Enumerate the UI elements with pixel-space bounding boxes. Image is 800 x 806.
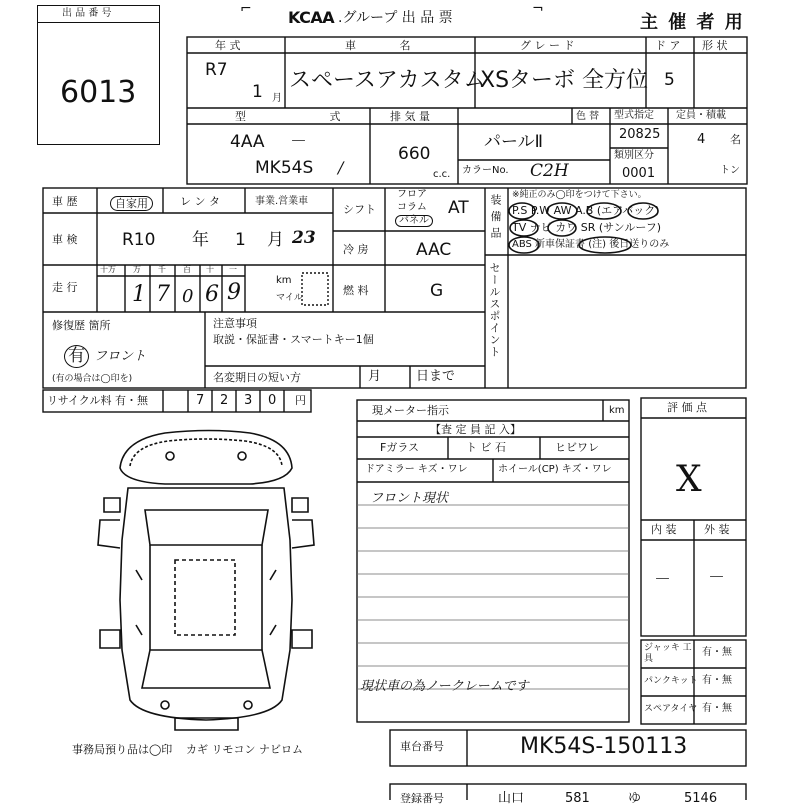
form-title: .グループ 出 品 票: [338, 10, 453, 26]
year-number: 1: [252, 82, 263, 102]
registration-label: 登録番号: [400, 792, 444, 805]
shift-panel: パネル: [395, 215, 433, 227]
puncture-kit-label: パンクキット: [644, 676, 698, 686]
notes-content: 取説・保証書・スマートキー1個: [213, 333, 374, 346]
mileage-digit-label-4: 十: [206, 265, 214, 274]
repair-note: (有の場合は◯印を): [52, 374, 133, 384]
history-label: 車 歴: [52, 195, 78, 208]
repair-location: フロント: [94, 349, 147, 364]
registration-number: 5146: [684, 791, 718, 806]
interior-value: －: [654, 570, 671, 590]
mileage-digit-label-0: 十万: [100, 265, 116, 274]
fuel-value: G: [430, 281, 444, 301]
history-business: 事業.営業車: [255, 196, 309, 207]
shape-label: 形 状: [702, 39, 728, 52]
doors-label: ド ア: [655, 39, 681, 52]
name-change-day: 日まで: [416, 369, 456, 384]
handwritten-note-1: フロント現状: [370, 491, 449, 506]
lot-number-value: 6013: [60, 75, 137, 110]
mileage-digit-2: 7: [156, 282, 170, 307]
handwritten-note-2: 現状車の為ノークレームです: [360, 679, 529, 694]
interior-label: 内 装: [651, 523, 677, 536]
class-label: 類別区分: [614, 150, 654, 161]
mileage-digit-label-1: 万: [133, 265, 141, 274]
mileage-label: 走 行: [52, 281, 78, 294]
crack-label: ヒビワレ: [555, 441, 599, 454]
equipment-line-1: P.S P.W AW A.B (エアバック): [512, 204, 660, 217]
notes-label: 注意事項: [213, 317, 257, 330]
sales-point-label: セールスポイント: [488, 262, 501, 358]
year-label: 年 式: [215, 39, 241, 52]
color-no-label: カラーNo.: [462, 165, 509, 176]
type-designation-label: 型式指定: [614, 110, 654, 121]
spare-tire-value: 有・無: [702, 703, 732, 714]
inspection-month-unit: 月: [267, 230, 284, 250]
exterior-label: 外 装: [704, 523, 730, 536]
cc-unit: c.c.: [433, 169, 451, 180]
corner-mark-right: ¬: [532, 1, 544, 17]
mileage-digit-label-5: 一: [229, 265, 237, 274]
mileage-digit-label-2: 千: [158, 265, 166, 274]
car-name-label: 車 名: [345, 39, 431, 52]
color-no-value: C2H: [530, 161, 569, 181]
office-items-label: 事務局預り品は◯印: [72, 743, 173, 756]
inspection-label: 車 検: [52, 233, 78, 246]
rating-label: 評 価 点: [667, 401, 707, 414]
meter-unit: km: [609, 405, 625, 416]
ton-unit: トン: [720, 165, 740, 176]
inspection-year-unit: 年: [192, 230, 209, 250]
organizer-label: 主 催 者 用: [640, 12, 745, 33]
inspector-label: 【査 定 員 記 入】: [430, 423, 521, 436]
shift-column: コラム: [397, 202, 427, 213]
grade-value: XSターボ 全方位: [480, 68, 649, 93]
repair-label: 修復歴 箇所: [52, 319, 111, 332]
type-designation-value: 20825: [619, 127, 661, 142]
registration-class: 581: [565, 791, 590, 806]
model-code: MK54S: [255, 158, 314, 178]
office-items-list: カギ リモコン ナビロム: [186, 743, 303, 756]
equipment-label: 装 備 品: [489, 194, 502, 239]
jack-tool-label: ジャッキ 工 具: [644, 643, 692, 664]
inspection-era: R10: [122, 230, 156, 250]
displacement-value: 660: [398, 144, 431, 164]
model-label: 型 式: [235, 110, 381, 123]
meter-label: 現メーター指示: [372, 404, 449, 417]
door-mirror-label: ドアミラー キズ・ワレ: [365, 464, 468, 475]
equipment-line-3: ABS 新車保証書 (注) 後日送りのみ: [512, 239, 670, 250]
color-name: パールⅡ: [484, 132, 544, 152]
wheel-label: ホイール(CP) キズ・ワレ: [498, 464, 612, 475]
year-unit: 月: [272, 93, 282, 104]
car-name-value: スペースアカスタム: [289, 68, 486, 93]
name-change-month: 月: [368, 369, 382, 384]
class-value: 0001: [622, 166, 656, 181]
model-dash: －: [290, 132, 307, 152]
capacity-value: 4: [697, 132, 706, 147]
model-tick: ∕: [338, 158, 344, 177]
recycle-digit-0: 7: [196, 393, 205, 408]
equipment-line-2: TV ナビ カワ SR (サンルーフ): [512, 221, 662, 234]
exterior-value: －: [708, 568, 725, 588]
capacity-label: 定員・積載: [676, 110, 726, 121]
equipment-note: ※純正のみ◯印をつけて下さい。: [512, 190, 647, 200]
recycle-digit-3: 0: [268, 393, 277, 408]
aircon-label: 冷 房: [343, 243, 369, 256]
grade-label: グ レ ー ド: [520, 39, 575, 52]
chassis-number: MK54S-150113: [520, 734, 688, 759]
repair-circled: 有: [64, 345, 89, 368]
mileage-digit-4: 6: [205, 282, 219, 307]
displacement-label: 排 気 量: [390, 110, 430, 123]
puncture-kit-value: 有・無: [702, 675, 732, 686]
fuel-label: 燃 料: [343, 284, 369, 297]
mileage-km: km: [276, 275, 292, 286]
mileage-digit-label-3: 百: [183, 265, 191, 274]
rating-value: X: [676, 459, 702, 500]
corner-mark-left: ⌐: [240, 1, 252, 17]
mileage-digit-5: 9: [227, 280, 241, 305]
doors-value: 5: [664, 70, 675, 90]
jack-tool-value: 有・無: [702, 647, 732, 658]
chip-label: ト ビ 石: [466, 441, 506, 454]
inspection-day: 23: [292, 228, 316, 248]
shift-floor: フロア: [397, 189, 427, 200]
recycle-label: リサイクル料 有・無: [47, 394, 148, 407]
aircon-value: AAC: [416, 240, 452, 260]
shift-label: シフト: [343, 203, 376, 216]
spare-tire-label: スペアタイヤ: [644, 704, 698, 714]
registration-kana: ゆ: [628, 791, 642, 806]
kcaa-logo: KCAA: [288, 8, 335, 27]
year-era: R7: [205, 60, 228, 80]
chassis-label: 車台番号: [400, 740, 444, 753]
mileage-mile: マイル: [276, 293, 303, 303]
capacity-unit: 名: [730, 133, 741, 146]
mileage-digit-1: 1: [132, 282, 146, 307]
f-glass-label: Fガラス: [380, 441, 419, 454]
history-rental: レ ン タ: [180, 195, 220, 208]
shift-value: AT: [448, 198, 469, 218]
lot-number-label: 出 品 番 号: [62, 8, 112, 19]
history-private: 自家用: [110, 196, 153, 211]
color-change-label: 色 替: [576, 111, 600, 122]
recycle-digit-2: 3: [244, 393, 253, 408]
mileage-digit-3: 0: [182, 286, 194, 307]
recycle-digit-1: 2: [220, 393, 229, 408]
model-prefix: 4AA: [230, 132, 265, 152]
recycle-unit: 円: [295, 394, 306, 407]
name-change-label: 名変期日の短い方: [213, 371, 301, 384]
inspection-month: 1: [235, 230, 246, 250]
registration-area: 山口: [498, 791, 525, 806]
